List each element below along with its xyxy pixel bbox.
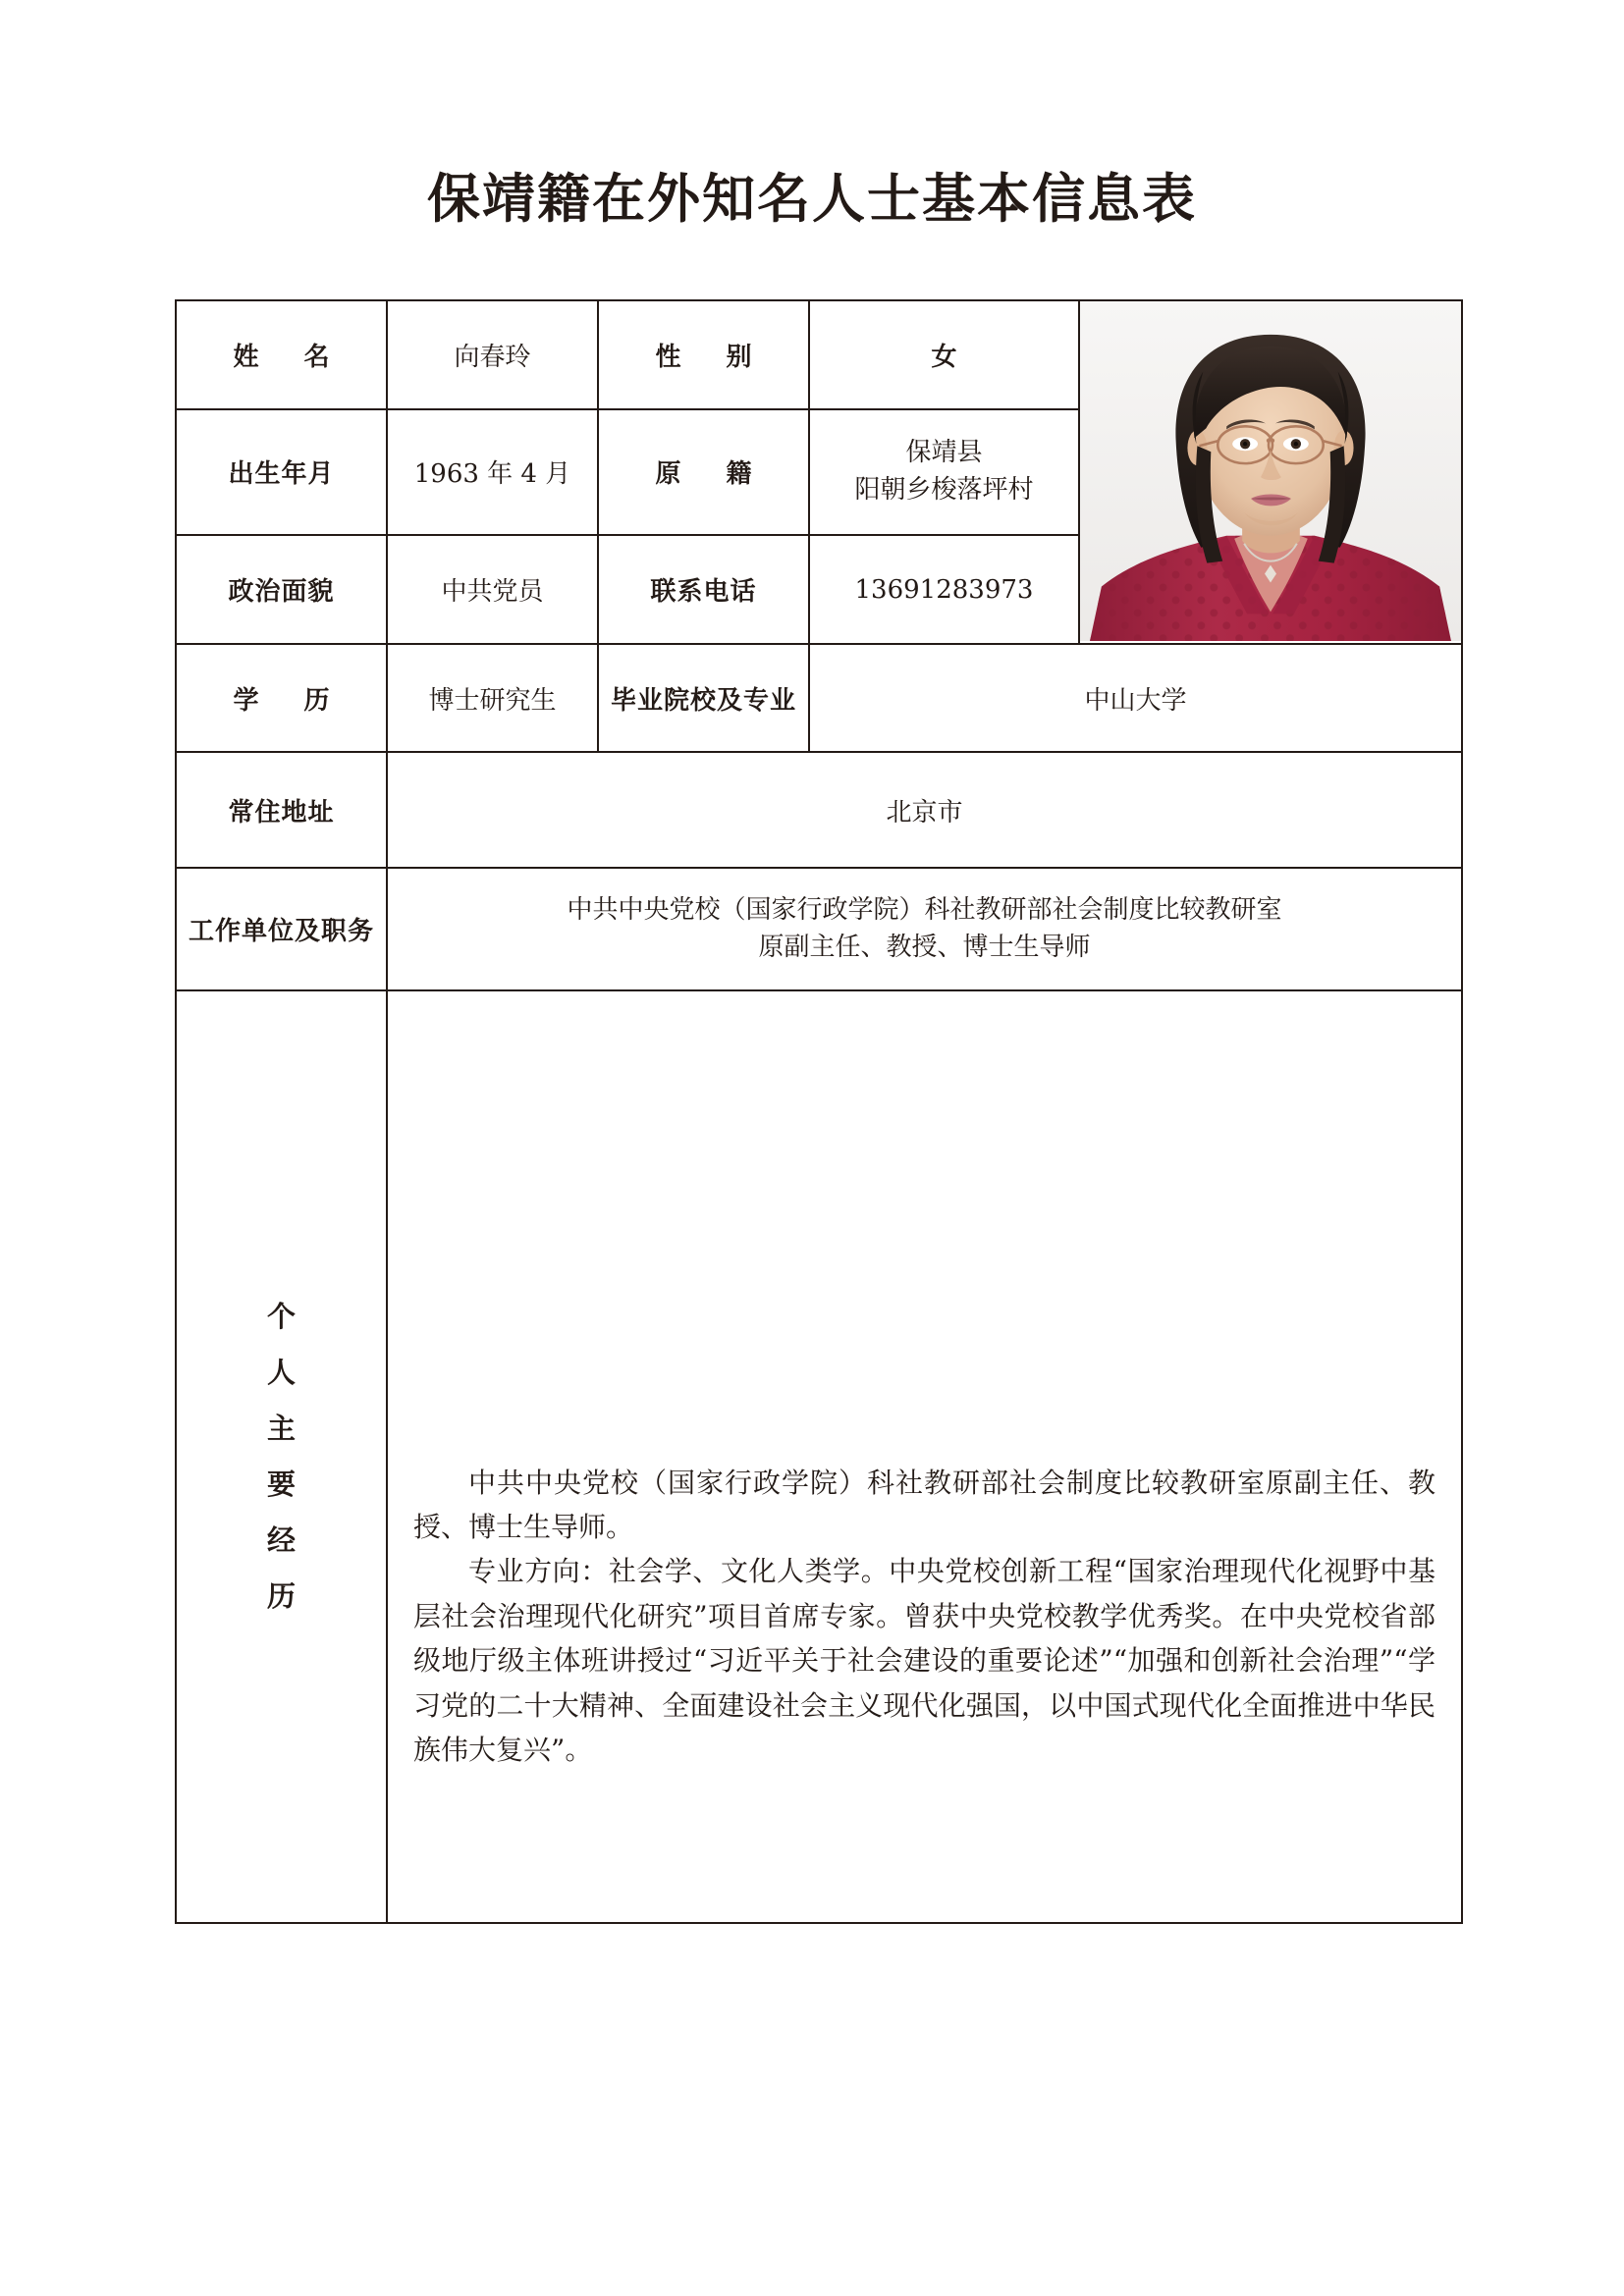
label-phone: 联系电话 <box>598 535 809 644</box>
table-row-name <box>176 300 1462 409</box>
label-char-3: 要 <box>266 1468 296 1501</box>
value-gender: 女 <box>809 300 1079 409</box>
label-personal-experience-vertical <box>177 1289 386 1625</box>
label-school: 毕业院校及专业 <box>598 644 809 752</box>
value-work-unit-line2: 原副主任、教授、博士生导师 <box>758 932 1091 962</box>
experience-paragraph-2: 专业方向：社会学、文化人类学。中央党校创新工程“国家治理现代化视野中基层社会治理现代化研究”项目首席专家。曾获中央党校教学优秀奖。在中央党校省部级地厅级主体班讲授过“习近平关于社会建设的重要论述”“加强和创新社会治理”“学习党的二十大精神、全面建设社会主义现代化强国，以中国式现代化全面推进中华民族伟大复兴”。 <box>413 1555 1435 1766</box>
value-origin-line1: 保靖县 <box>905 438 983 468</box>
value-political-status: 中共党员 <box>387 535 598 644</box>
portrait-photo-image <box>1080 301 1461 641</box>
table-row-address <box>176 752 1462 868</box>
personal-info-table <box>175 299 1463 1924</box>
value-origin-line2: 阳朝乡梭落坪村 <box>854 474 1034 505</box>
label-education: 学 历 <box>176 644 387 752</box>
label-address: 常住地址 <box>176 752 387 868</box>
label-char-5: 历 <box>266 1579 296 1613</box>
value-personal-experience <box>387 990 1462 1923</box>
value-work-unit-line1: 中共中央党校（国家行政学院）科社教研部社会制度比较教研室 <box>567 894 1282 925</box>
label-gender: 性 别 <box>598 300 809 409</box>
experience-paragraph-1: 中共中央党校（国家行政学院）科社教研部社会制度比较教研室原副主任、教授、博士生导师。 <box>413 1466 1435 1544</box>
table-row-work <box>176 868 1462 990</box>
value-school: 中山大学 <box>809 644 1462 752</box>
table-row-experience <box>176 990 1462 1923</box>
personal-experience-body <box>388 1142 1461 1773</box>
value-phone: 13691283973 <box>809 535 1079 644</box>
value-birth-date: 1963 年 4 月 <box>387 409 598 536</box>
label-political-status: 政治面貌 <box>176 535 387 644</box>
value-work-unit <box>387 868 1462 990</box>
label-char-4: 经 <box>266 1523 296 1557</box>
portrait-photo-cell <box>1079 300 1462 644</box>
label-char-0: 个 <box>266 1300 296 1333</box>
page-title: 保靖籍在外知名人士基本信息表 <box>427 167 1197 230</box>
label-work-unit: 工作单位及职务 <box>176 868 387 990</box>
label-name: 姓 名 <box>176 300 387 409</box>
value-address: 北京市 <box>387 752 1462 868</box>
label-personal-experience <box>176 990 387 1923</box>
value-education: 博士研究生 <box>387 644 598 752</box>
label-origin: 原 籍 <box>598 409 809 536</box>
label-char-1: 人 <box>266 1356 296 1389</box>
label-char-2: 主 <box>266 1412 296 1445</box>
label-birth-date: 出生年月 <box>176 409 387 536</box>
table-row-education <box>176 644 1462 752</box>
value-name: 向春玲 <box>387 300 598 409</box>
portrait-photo <box>1080 301 1461 643</box>
value-origin <box>809 409 1079 536</box>
